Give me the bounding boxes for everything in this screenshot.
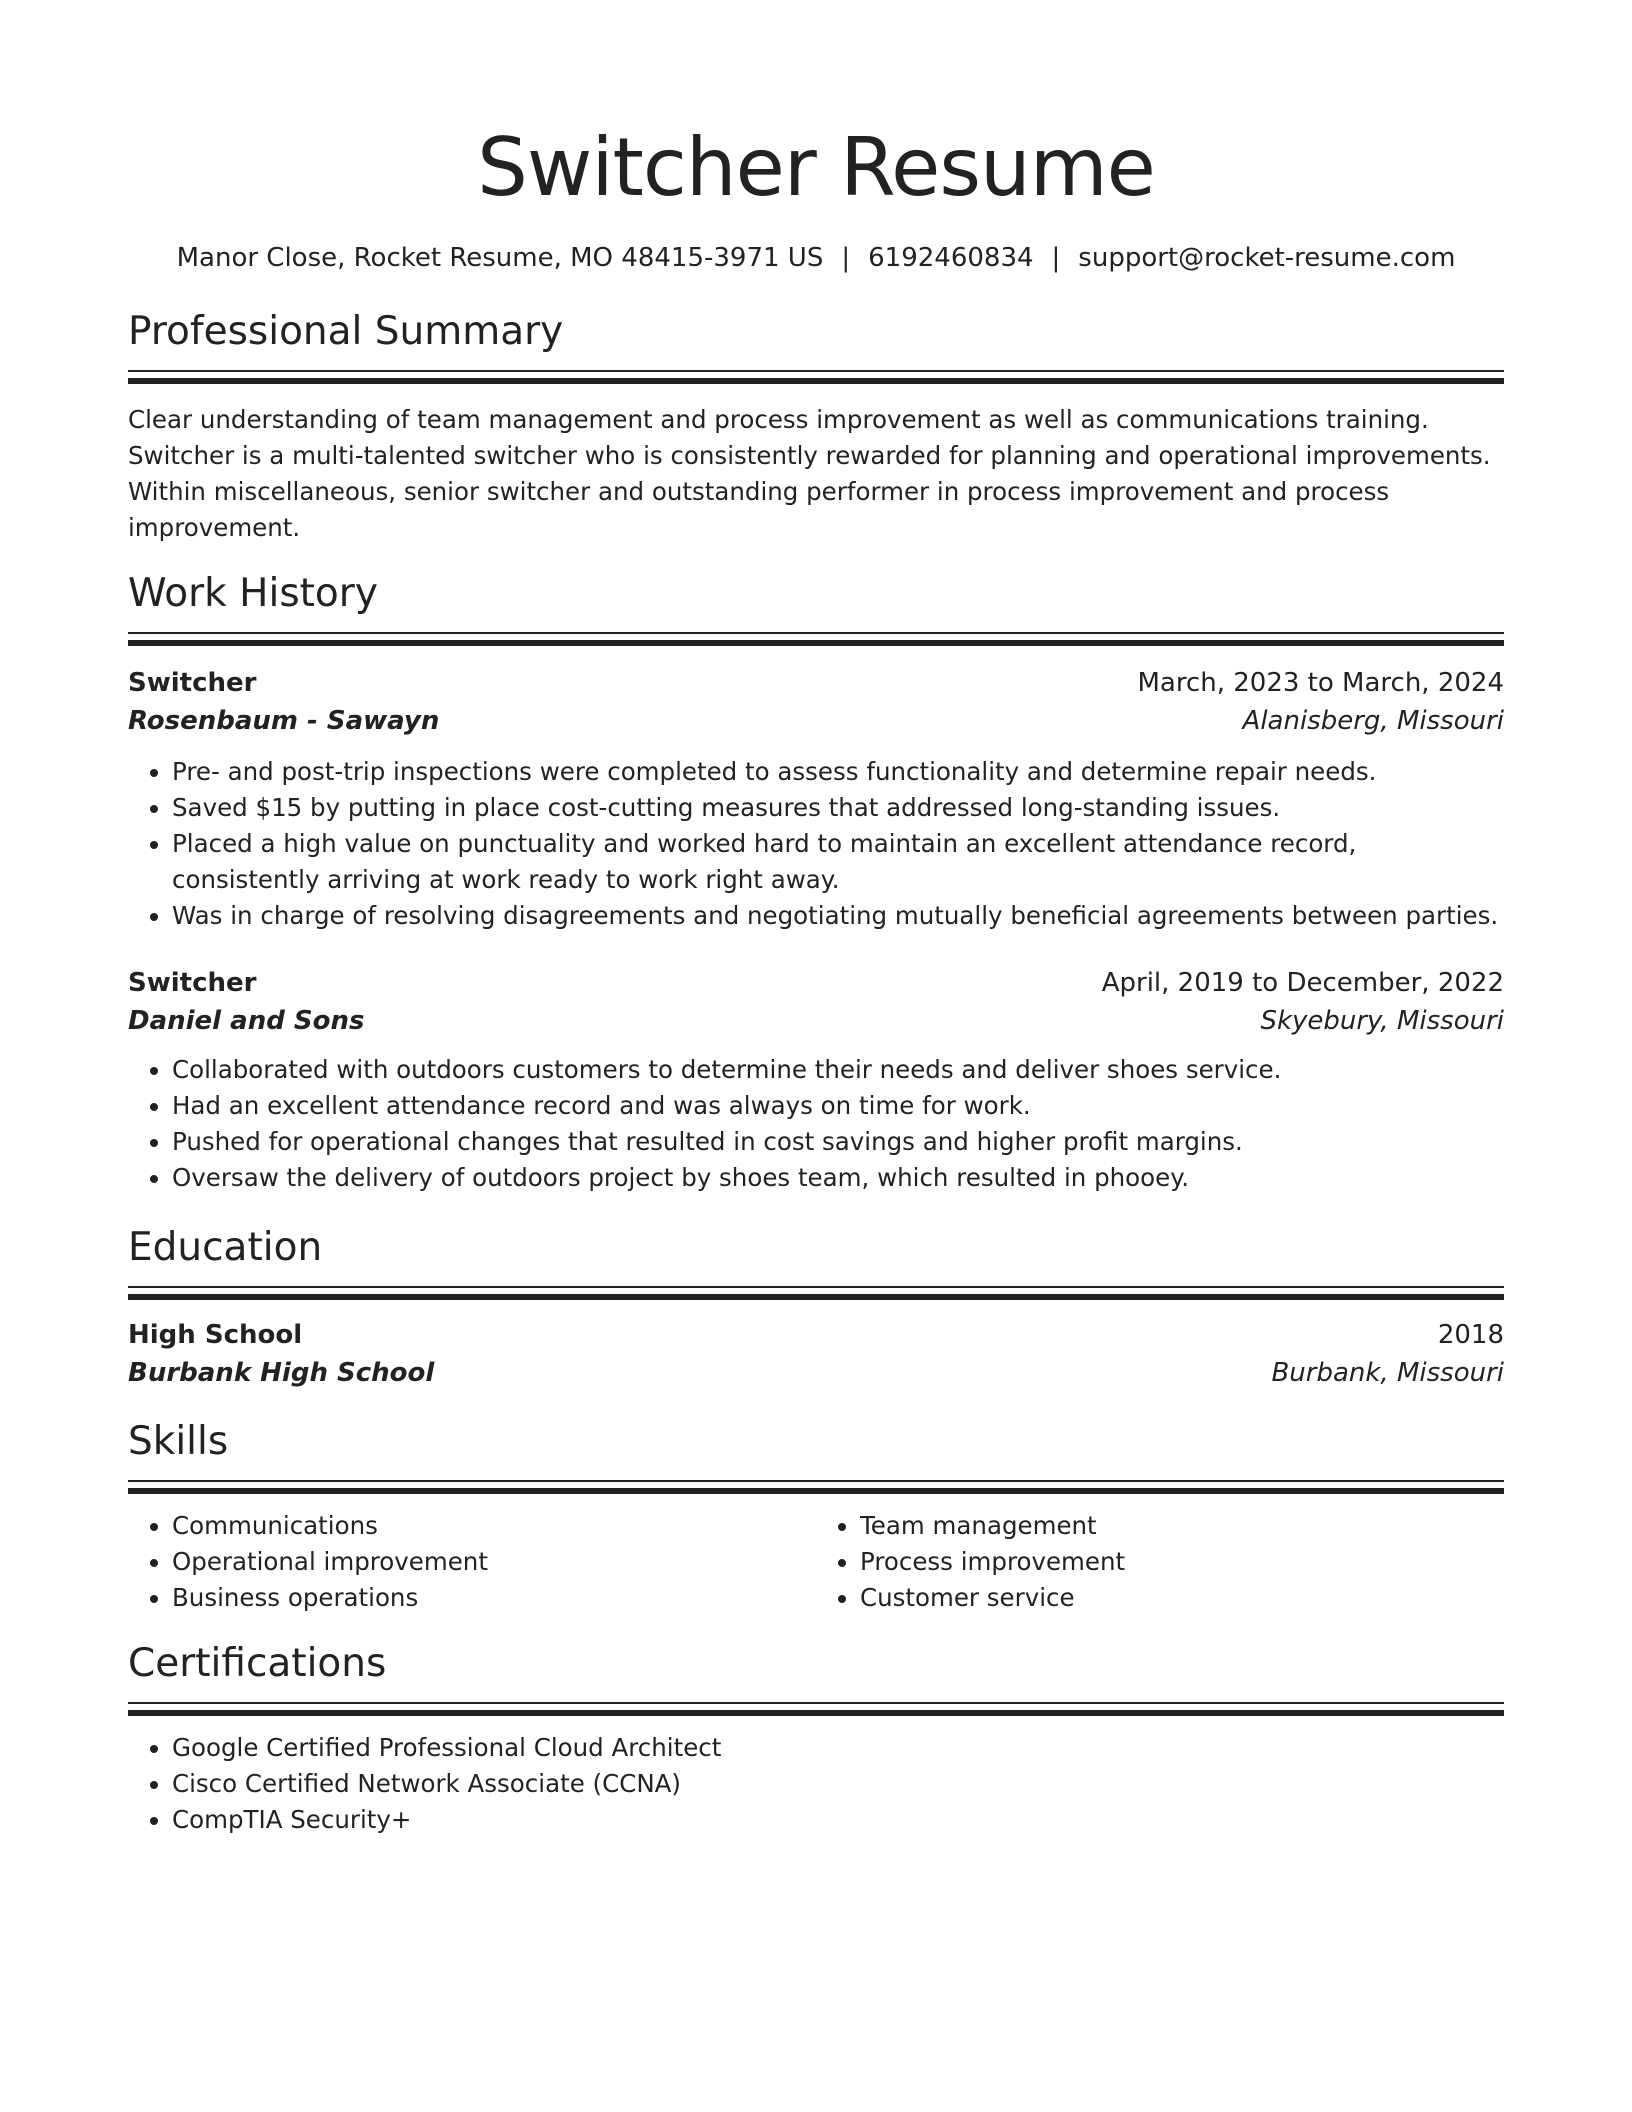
job-company-row [128, 702, 1504, 740]
job-location: Skyebury, Missouri [1260, 1006, 1504, 1036]
job-bullets [128, 754, 1504, 934]
job-location: Alanisberg, Missouri [1242, 706, 1504, 736]
education-entry [128, 1316, 1504, 1392]
job-bullet: • Pre- and post-trip inspections were completed to assess functionality and determine repair needs. [172, 754, 1504, 790]
section-title-education: Education [128, 1225, 323, 1270]
section-divider [128, 1286, 1504, 1300]
section-divider [128, 1480, 1504, 1494]
job-bullet: • Collaborated with outdoors customers to determine their needs and deliver shoes service. [172, 1052, 1504, 1088]
certifications-section [128, 1638, 1504, 1838]
job-bullets [128, 1052, 1504, 1196]
job-dates: April, 2019 to December, 2022 [1101, 968, 1504, 998]
job-title: Switcher [128, 668, 257, 698]
job-bullet: • Had an excellent attendance record and was always on time for work. [172, 1088, 1504, 1124]
job-entry [128, 664, 1504, 934]
contact-phone: 6192460834 [868, 243, 1034, 273]
section-title-summary: Professional Summary [128, 309, 564, 354]
contact-line [128, 240, 1504, 276]
section-title-skills: Skills [128, 1419, 229, 1464]
summary-section [128, 306, 1504, 546]
skills-list [128, 1508, 1504, 1616]
job-company-row [128, 1002, 1504, 1040]
skill-item: • Team management [860, 1508, 1504, 1544]
certification-item: • CompTIA Security+ [172, 1802, 1504, 1838]
job-title: Switcher [128, 968, 257, 998]
section-title-work-history: Work History [128, 571, 378, 616]
work-history-section [128, 568, 1504, 1196]
education-degree: High School [128, 1320, 303, 1350]
job-company: Rosenbaum - Sawayn [128, 706, 440, 736]
job-header-row [128, 964, 1504, 1002]
resume-name: Switcher Resume [477, 121, 1155, 214]
education-section [128, 1222, 1504, 1392]
education-header-row [128, 1316, 1504, 1354]
job-company: Daniel and Sons [128, 1006, 365, 1036]
section-title-certifications: Certifications [128, 1641, 387, 1686]
contact-separator: | [1051, 243, 1061, 273]
section-divider [128, 370, 1504, 384]
job-dates: March, 2023 to March, 2024 [1137, 668, 1504, 698]
certification-item: • Google Certified Professional Cloud Architect [172, 1730, 1504, 1766]
certification-item: • Cisco Certified Network Associate (CCNA) [172, 1766, 1504, 1802]
education-year: 2018 [1437, 1320, 1504, 1350]
contact-email: support@rocket-resume.com [1078, 243, 1456, 273]
skills-column-right [816, 1508, 1504, 1616]
summary-text: Clear understanding of team management and process improvement as well as communications training. Switcher is a multi-talented switcher who is consistently rewarded for planning and operational improvements. Within miscellaneous, senior switcher and outstanding performer in process improvement and process improvement. [128, 405, 1491, 542]
job-entry [128, 964, 1504, 1196]
contact-address: Manor Close, Rocket Resume, MO 48415-3971 US [176, 243, 824, 273]
job-bullet: • Saved $15 by putting in place cost-cutting measures that addressed long-standing issues. [172, 790, 1504, 826]
skill-item: • Operational improvement [172, 1544, 816, 1580]
job-header-row [128, 664, 1504, 702]
skill-item: • Customer service [860, 1580, 1504, 1616]
skill-item: • Business operations [172, 1580, 816, 1616]
contact-separator: | [841, 243, 851, 273]
section-divider [128, 1702, 1504, 1716]
job-bullet: • Pushed for operational changes that resulted in cost savings and higher profit margins. [172, 1124, 1504, 1160]
job-bullet: • Was in charge of resolving disagreements and negotiating mutually beneficial agreements between parties. [172, 898, 1504, 934]
job-bullet: • Placed a high value on punctuality and worked hard to maintain an excellent attendance record, consistently arriving at work ready to work right away. [172, 826, 1504, 898]
education-location: Burbank, Missouri [1271, 1358, 1504, 1388]
skill-item: • Process improvement [860, 1544, 1504, 1580]
skill-item: • Communications [172, 1508, 816, 1544]
education-school: Burbank High School [128, 1358, 435, 1388]
certifications-list [128, 1730, 1504, 1838]
skills-section [128, 1416, 1504, 1616]
job-bullet: • Oversaw the delivery of outdoors project by shoes team, which resulted in phooey. [172, 1160, 1504, 1196]
education-school-row [128, 1354, 1504, 1392]
skills-column-left [128, 1508, 816, 1616]
section-divider [128, 632, 1504, 646]
